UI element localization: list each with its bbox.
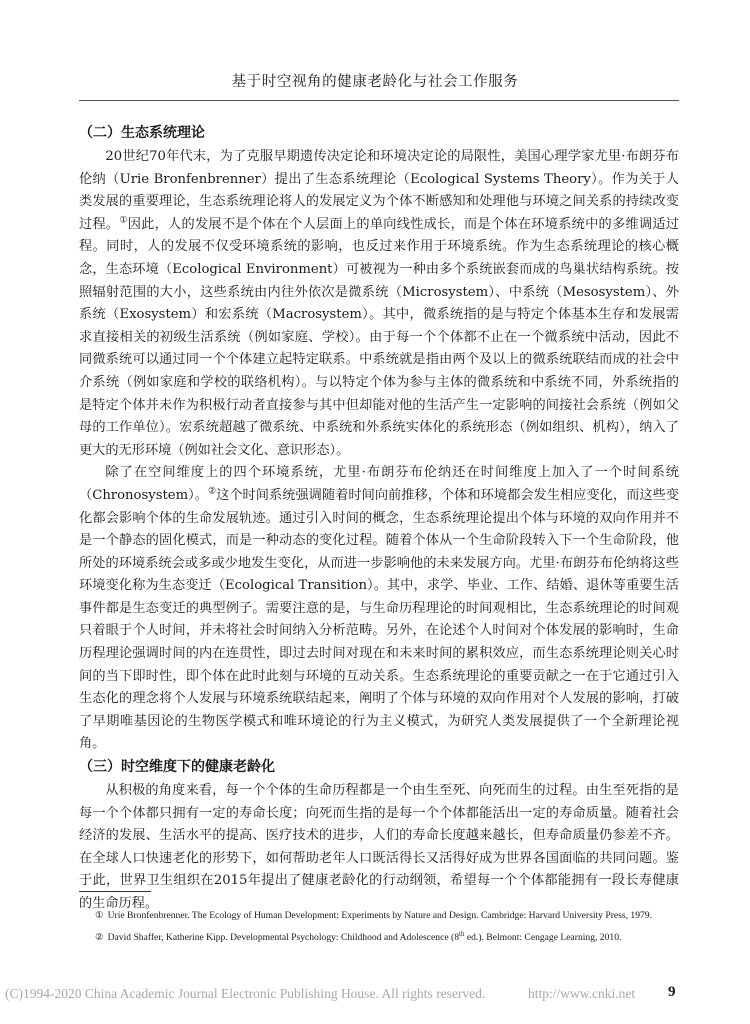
page-footer	[0, 986, 750, 1010]
edition-superscript: th	[459, 929, 465, 938]
section-heading: （二）生态系统理论	[79, 125, 205, 141]
text-run: 因此，人的发展不是个体在个人层面上的单向线性成长，而是个体在环境系统中的多维调适过程。同时，人的发展不仅受环境系统的影响，也反过来作用于环境系统。作为生态系统理论的核心概念，生态环境（Ecological Environment）可被视为一种由多个系统嵌套而成的鸟巢状结构系统。按照辐射范围的大小，这些系统由内往外依次是微系统（Microsystem）、中系统（Mesosystem）、外系统（Exosystem）和宏系统（Macrosystem）。其中，微系统指的是与特定个体基本生存和发展需求直接相关的初级生活系统（例如家庭、学校）。由于每一个个体都不止在一个微系统中活动，因此不同微系统可以通过同一个个体建立起特定联系。中系统就是指由两个及以上的微系统联结而成的社会中介系统（例如家庭和学校的联络机构）。与以特定个体为参与主体的微系统和中系统不同，外系统指的是特定个体并未作为积极行动者直接参与其中但却能对他的生活产生一定影响的间接社会系统（例如父母的工作单位）。宏系统超越了微系统、中系统和外系统实体化的系统形态（例如组织、机构），纳入了更大的无形环境（例如社会文化、意识形态）。	[79, 216, 679, 458]
footnote-rule	[79, 891, 151, 892]
running-header: 基于时空视角的健康老龄化与社会工作服务	[231, 74, 519, 90]
main-content	[79, 122, 679, 916]
text-run: 20世纪70年代末，为了克服早期遗传决定论和环境决定论的局限性，美国心理学家尤里·布朗芬布伦纳（Urie Bronfenbrenner）提出了生态系统理论（Ecological Systems Theory）。作为关于人类发展的重要理论，生态系统理论将人的发展定义为个体不断感知和处理他与环境之间关系的持续改变过程。	[79, 149, 679, 232]
footnote-ref[interactable]: ①	[119, 215, 128, 226]
paragraph	[79, 146, 679, 462]
footnote-ref[interactable]: ②	[207, 486, 217, 497]
section-ecological-systems	[79, 122, 679, 756]
header-rule	[79, 100, 679, 101]
paragraph	[79, 462, 679, 756]
paragraph	[79, 780, 679, 916]
footnotes	[95, 905, 685, 949]
text-run: 除了在空间维度上的四个环境系统，尤里·布朗芬布伦纳还在时间维度上加入了一个时间系统（Chronosystem）。	[79, 465, 679, 503]
text-run: 从积极的角度来看，每一个个体的生命历程都是一个由生至死、向死而生的过程。由生至死指的是每一个个体都只拥有一定的寿命长度；向死而生指的是每一个个体都能活出一定的寿命质量。随着社会经济的发展、生活水平的提高、医疗技术的进步，人们的寿命长度越来越长，但寿命质量仍参差不齐。在全球人口快速老化的形势下，如何帮助老年人口既活得长又活得好成为世界各国面临的共同问题。鉴于此，世界卫生组织在2015年提出了健康老龄化的行动纲领，希望每一个个体都能拥有一段长寿健康的生命历程。	[79, 783, 679, 911]
copyright-notice: (C)1994-2020 China Academic Journal Electronic Publishing House. All rights reserved.	[5, 986, 486, 1001]
section-healthy-aging	[79, 756, 679, 916]
cnki-link[interactable]: http://www.cnki.net	[528, 986, 636, 1001]
footnote-marker: ①	[95, 910, 104, 921]
footnote-marker: ②	[95, 932, 104, 943]
section-heading: （三）时空维度下的健康老龄化	[79, 759, 275, 776]
text-run: 这个时间系统强调随着时间向前推移，个体和环境都会发生相应变化，而这些变化都会影响个体的生命发展轨迹。通过引入时间的概念，生态系统理论提出个体与环境的双向作用并不是一个静态的固化模式，而是一种动态的变化过程。随着个体从一个生命阶段转入下一个生命阶段，他所处的环境系统会或多或少地发生变化，从而进一步影响他的未来发展方向。尤里·布朗芬布伦纳将这些环境变化称为生态变迁（Ecological Transition）。其中，求学、毕业、工作、结婚、退休等重要生活事件都是生态变迁的典型例子。需要注意的是，与生命历程理论的时间观相比，生态系统理论的时间观只着眼于个人时间，并未将社会时间纳入分析范畴。另外，在论述个人时间对个体发展的影响时，生命历程理论强调时间的内在连贯性，即过去时间对现在和未来时间的累积效应，而生态系统理论则关心时间的当下即时性，即个体在此时此刻与环境的互动关系。生态系统理论的重要贡献之一在于它通过引入生态化的理念将个人发展与环境系统联结起来，阐明了个体与环境的双向作用对个人发展的影响，打破了早期唯基因论的生物医学模式和唯环境论的行为主义模式，为研究人类发展提供了一个全新理论视角。	[79, 487, 679, 752]
page-number: 9	[668, 984, 676, 1000]
footnote-item	[95, 905, 685, 927]
footnote-text: David Shaffer, Katherine Kipp. Developmental Psychology: Childhood and Adolescence (8	[107, 932, 460, 943]
footnote-text: ed.). Belmont: Cengage Learning, 2010.	[464, 932, 622, 943]
footnote-text: Urie Bronfenbrenner. The Ecology of Human Development: Experiments by Nature and Design. Cambridge: Harvard University Press, 1979.	[107, 910, 653, 921]
footnote-item	[95, 927, 685, 949]
